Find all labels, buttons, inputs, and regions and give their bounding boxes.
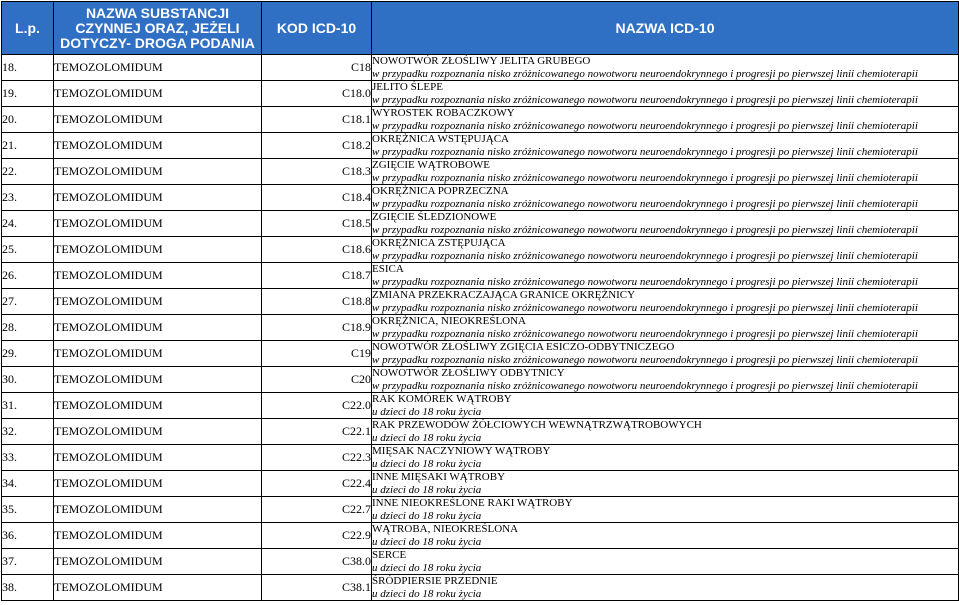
row-substance: TEMOZOLOMIDUM (54, 393, 262, 419)
row-icd-name (372, 367, 959, 393)
table-row (2, 523, 959, 549)
row-substance: TEMOZOLOMIDUM (54, 185, 262, 211)
table-row (2, 107, 959, 133)
row-lp: 19. (2, 81, 54, 107)
row-icd-title: NOWOTWÓR ZŁOŚLIWY ODBYTNICY (372, 367, 565, 379)
row-code: C18.3 (262, 159, 372, 185)
row-code: C38.0 (262, 549, 372, 575)
row-substance: TEMOZOLOMIDUM (54, 107, 262, 133)
header-icd-name: NAZWA ICD-10 (372, 2, 959, 55)
row-icd-title: ZGIĘCIE WĄTROBOWE (372, 159, 491, 171)
row-icd-title: INNE MIĘSAKI WĄTROBY (372, 471, 506, 483)
table-row (2, 341, 959, 367)
row-icd-title: NOWOTWÓR ZŁOŚLIWY ZGIĘCIA ESICZO-ODBYTNICZEGO (372, 341, 675, 353)
row-code: C18.0 (262, 81, 372, 107)
row-lp: 35. (2, 497, 54, 523)
row-icd-note: w przypadku rozpoznania nisko zróżnicowanego nowotworu neuroendokrynnego i progresji po pierwszej linii chemioterapii (372, 223, 918, 236)
row-code: C22.4 (262, 471, 372, 497)
header-substance-line2: CZYNNEJ ORAZ, JEŻELI (75, 19, 240, 36)
row-code: C18.4 (262, 185, 372, 211)
row-substance: TEMOZOLOMIDUM (54, 523, 262, 549)
row-icd-name (372, 289, 959, 315)
row-icd-note: w przypadku rozpoznania nisko zróżnicowanego nowotworu neuroendokrynnego i progresji po pierwszej linii chemioterapii (372, 249, 918, 262)
row-icd-note: u dzieci do 18 roku życia (372, 561, 482, 574)
row-lp: 18. (2, 55, 54, 81)
row-code: C19 (262, 341, 372, 367)
row-icd-note: w przypadku rozpoznania nisko zróżnicowanego nowotworu neuroendokrynnego i progresji po pierwszej linii chemioterapii (372, 327, 918, 340)
row-lp: 23. (2, 185, 54, 211)
row-icd-name (372, 471, 959, 497)
row-lp: 29. (2, 341, 54, 367)
row-substance: TEMOZOLOMIDUM (54, 471, 262, 497)
row-lp: 37. (2, 549, 54, 575)
row-lp: 36. (2, 523, 54, 549)
row-icd-name (372, 237, 959, 263)
row-icd-title: SERCE (372, 549, 407, 561)
row-icd-title: OKRĘŻNICA ZSTĘPUJĄCA (372, 237, 506, 249)
row-icd-note: u dzieci do 18 roku życia (372, 457, 482, 470)
row-icd-name (372, 107, 959, 133)
row-icd-title: WYROSTEK ROBACZKOWY (372, 107, 515, 119)
table-row (2, 237, 959, 263)
row-icd-name (372, 133, 959, 159)
header-substance (54, 2, 262, 55)
row-lp: 38. (2, 575, 54, 601)
row-icd-title: INNE NIEOKREŚLONE RAKI WĄTROBY (372, 497, 573, 509)
table-row (2, 393, 959, 419)
table-row (2, 575, 959, 601)
row-lp: 26. (2, 263, 54, 289)
table-row (2, 471, 959, 497)
row-substance: TEMOZOLOMIDUM (54, 133, 262, 159)
row-code: C22.1 (262, 419, 372, 445)
row-substance: TEMOZOLOMIDUM (54, 341, 262, 367)
table-row (2, 289, 959, 315)
row-substance: TEMOZOLOMIDUM (54, 575, 262, 601)
row-icd-name (372, 445, 959, 471)
row-icd-title: ZGIĘCIE ŚLEDZIONOWE (372, 211, 497, 223)
row-substance: TEMOZOLOMIDUM (54, 159, 262, 185)
row-code: C18.2 (262, 133, 372, 159)
row-substance: TEMOZOLOMIDUM (54, 419, 262, 445)
row-lp: 25. (2, 237, 54, 263)
row-lp: 34. (2, 471, 54, 497)
table-header (2, 2, 959, 55)
row-code: C18.1 (262, 107, 372, 133)
row-substance: TEMOZOLOMIDUM (54, 315, 262, 341)
row-icd-name (372, 419, 959, 445)
row-icd-note: w przypadku rozpoznania nisko zróżnicowanego nowotworu neuroendokrynnego i progresji po pierwszej linii chemioterapii (372, 171, 918, 184)
row-lp: 21. (2, 133, 54, 159)
row-icd-title: OKRĘŻNICA, NIEOKREŚLONA (372, 315, 526, 327)
drug-icd-table (1, 1, 959, 601)
row-code: C18.5 (262, 211, 372, 237)
table-row (2, 263, 959, 289)
row-icd-note: w przypadku rozpoznania nisko zróżnicowanego nowotworu neuroendokrynnego i progresji po pierwszej linii chemioterapii (372, 67, 918, 80)
row-icd-note: w przypadku rozpoznania nisko zróżnicowanego nowotworu neuroendokrynnego i progresji po pierwszej linii chemioterapii (372, 197, 918, 210)
row-icd-note: w przypadku rozpoznania nisko zróżnicowanego nowotworu neuroendokrynnego i progresji po pierwszej linii chemioterapii (372, 301, 918, 314)
row-icd-note: u dzieci do 18 roku życia (372, 483, 482, 496)
row-substance: TEMOZOLOMIDUM (54, 211, 262, 237)
row-icd-name (372, 393, 959, 419)
row-icd-name (372, 575, 959, 601)
row-substance: TEMOZOLOMIDUM (54, 549, 262, 575)
row-icd-note: w przypadku rozpoznania nisko zróżnicowanego nowotworu neuroendokrynnego i progresji po pierwszej linii chemioterapii (372, 145, 918, 158)
row-icd-note: w przypadku rozpoznania nisko zróżnicowanego nowotworu neuroendokrynnego i progresji po pierwszej linii chemioterapii (372, 93, 918, 106)
row-icd-name (372, 263, 959, 289)
row-substance: TEMOZOLOMIDUM (54, 445, 262, 471)
row-icd-name (372, 159, 959, 185)
header-lp: L.p. (2, 2, 54, 55)
row-icd-name (372, 185, 959, 211)
row-icd-name (372, 81, 959, 107)
row-code: C18 (262, 55, 372, 81)
row-substance: TEMOZOLOMIDUM (54, 81, 262, 107)
row-code: C22.7 (262, 497, 372, 523)
row-code: C18.8 (262, 289, 372, 315)
row-icd-title: ESICA (372, 263, 404, 275)
row-code: C22.0 (262, 393, 372, 419)
row-icd-name (372, 315, 959, 341)
row-substance: TEMOZOLOMIDUM (54, 263, 262, 289)
row-icd-title: RAK KOMÓREK WĄTROBY (372, 393, 512, 405)
row-icd-title: MIĘSAK NACZYNIOWY WĄTROBY (372, 445, 551, 457)
row-substance: TEMOZOLOMIDUM (54, 497, 262, 523)
row-icd-note: w przypadku rozpoznania nisko zróżnicowanego nowotworu neuroendokrynnego i progresji po pierwszej linii chemioterapii (372, 353, 918, 366)
table-body (2, 55, 959, 601)
row-icd-name (372, 55, 959, 81)
row-code: C22.3 (262, 445, 372, 471)
row-lp: 32. (2, 419, 54, 445)
row-icd-title: NOWOTWÓR ZŁOŚLIWY JELITA GRUBEGO (372, 55, 591, 67)
row-lp: 28. (2, 315, 54, 341)
row-lp: 24. (2, 211, 54, 237)
header-code: KOD ICD-10 (262, 2, 372, 55)
table-row (2, 419, 959, 445)
row-icd-title: ZMIANA PRZEKRACZAJĄCA GRANICE OKRĘŻNICY (372, 289, 636, 301)
row-substance: TEMOZOLOMIDUM (54, 289, 262, 315)
row-code: C22.9 (262, 523, 372, 549)
header-substance-line1: NAZWA SUBSTANCJI (85, 4, 230, 21)
row-icd-title: OKRĘŻNICA POPRZECZNA (372, 185, 509, 197)
row-lp: 27. (2, 289, 54, 315)
row-icd-note: w przypadku rozpoznania nisko zróżnicowanego nowotworu neuroendokrynnego i progresji po pierwszej linii chemioterapii (372, 379, 918, 392)
table-row (2, 497, 959, 523)
row-icd-name (372, 497, 959, 523)
row-icd-note: u dzieci do 18 roku życia (372, 405, 482, 418)
table-row (2, 211, 959, 237)
row-icd-note: u dzieci do 18 roku życia (372, 587, 482, 600)
row-icd-title: ŚRÓDPIERSIE PRZEDNIE (372, 575, 498, 587)
row-lp: 22. (2, 159, 54, 185)
row-icd-note: u dzieci do 18 roku życia (372, 509, 482, 522)
row-lp: 20. (2, 107, 54, 133)
table-row (2, 159, 959, 185)
row-icd-name (372, 549, 959, 575)
row-icd-title: WĄTROBA, NIEOKREŚLONA (372, 523, 519, 535)
table-row (2, 81, 959, 107)
row-code: C18.6 (262, 237, 372, 263)
row-icd-note: u dzieci do 18 roku życia (372, 431, 482, 444)
table-row (2, 133, 959, 159)
table-row (2, 445, 959, 471)
row-substance: TEMOZOLOMIDUM (54, 367, 262, 393)
table-row (2, 549, 959, 575)
row-code: C18.7 (262, 263, 372, 289)
table-row (2, 315, 959, 341)
row-substance: TEMOZOLOMIDUM (54, 237, 262, 263)
row-icd-title: OKRĘŻNICA WSTĘPUJĄCA (372, 133, 510, 145)
row-icd-name (372, 523, 959, 549)
row-code: C18.9 (262, 315, 372, 341)
row-lp: 31. (2, 393, 54, 419)
header-substance-line3: DOTYCZY- DROGA PODANIA (60, 34, 255, 51)
row-icd-name (372, 211, 959, 237)
row-lp: 30. (2, 367, 54, 393)
table-row (2, 55, 959, 81)
row-code: C20 (262, 367, 372, 393)
row-icd-note: w przypadku rozpoznania nisko zróżnicowanego nowotworu neuroendokrynnego i progresji po pierwszej linii chemioterapii (372, 275, 918, 288)
row-icd-title: JELITO ŚLEPE (372, 81, 443, 93)
row-icd-name (372, 341, 959, 367)
row-icd-title: RAK PRZEWODÓW ŻÓŁCIOWYCH WEWNĄTRZWĄTROBOWYCH (372, 419, 702, 431)
row-code: C38.1 (262, 575, 372, 601)
row-lp: 33. (2, 445, 54, 471)
row-substance: TEMOZOLOMIDUM (54, 55, 262, 81)
table-row (2, 185, 959, 211)
row-icd-note: w przypadku rozpoznania nisko zróżnicowanego nowotworu neuroendokrynnego i progresji po pierwszej linii chemioterapii (372, 119, 918, 132)
table-row (2, 367, 959, 393)
row-icd-note: u dzieci do 18 roku życia (372, 535, 482, 548)
